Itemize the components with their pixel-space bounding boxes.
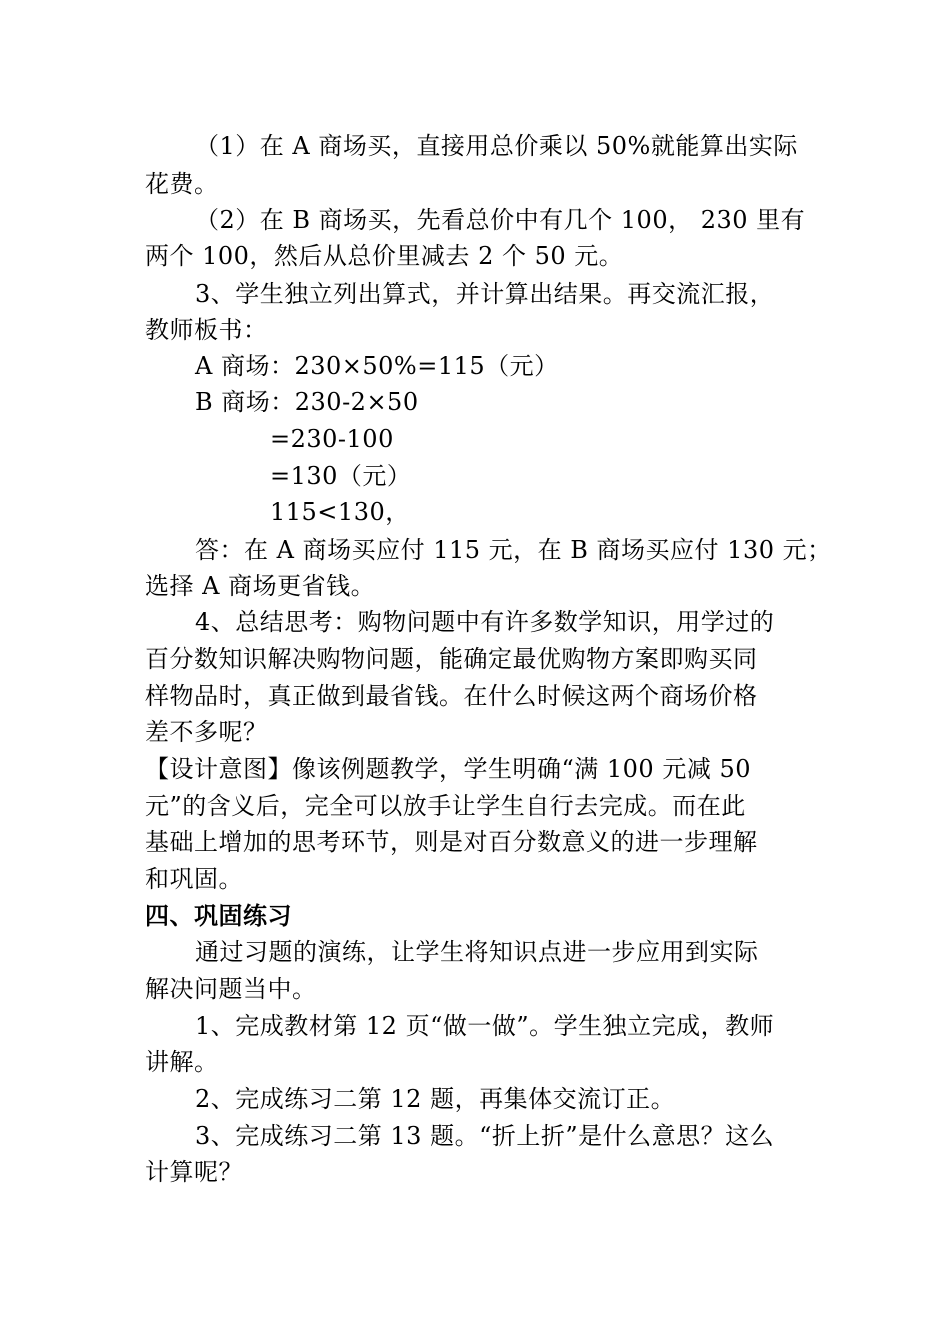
- paragraph-line-26: 讲解。: [145, 1048, 219, 1076]
- formula-line-5: 115<130，: [270, 498, 410, 526]
- section-heading: 四、巩固练习: [145, 901, 292, 930]
- formula-line-4: =130（元）: [270, 462, 412, 490]
- paragraph-line-27: 2、完成练习二第 12 题，再集体交流订正。: [195, 1085, 676, 1113]
- formula-line-1: A 商场：230×50%=115（元）: [195, 352, 559, 380]
- formula-line-3: =230-100: [270, 425, 394, 453]
- paragraph-line-23: 通过习题的演练，让学生将知识点进一步应用到实际: [195, 938, 759, 966]
- paragraph-line-14: 4、总结思考：购物问题中有许多数学知识，用学过的: [195, 608, 775, 636]
- paragraph-line-25: 1、完成教材第 12 页“做一做”。学生独立完成，教师: [195, 1012, 775, 1040]
- paragraph-line-15: 百分数知识解决购物问题，能确定最优购物方案即购买同: [145, 645, 758, 673]
- paragraph-line-6: 教师板书：: [145, 316, 268, 344]
- paragraph-line-5: 3、学生独立列出算式，并计算出结果。再交流汇报，: [195, 280, 775, 308]
- paragraph-line-2: 花费。: [145, 170, 219, 198]
- paragraph-line-24: 解决问题当中。: [145, 975, 317, 1003]
- paragraph-line-28: 3、完成练习二第 13 题。“折上折”是什么意思？这么: [195, 1122, 775, 1150]
- paragraph-line-13: 选择 A 商场更省钱。: [145, 572, 376, 600]
- paragraph-line-17: 差不多呢？: [145, 718, 268, 746]
- formula-line-2: B 商场：230-2×50: [195, 388, 419, 416]
- paragraph-line-4: 两个 100，然后从总价里减去 2 个 50 元。: [145, 242, 624, 270]
- design-intent-line-2: 元”的含义后，完全可以放手让学生自行去完成。而在此: [145, 792, 746, 820]
- design-intent-line-1: 【设计意图】像该例题教学，学生明确“满 100 元减 50: [145, 755, 752, 783]
- paragraph-line-1: （1）在 A 商场买，直接用总价乘以 50%就能算出实际: [195, 132, 798, 160]
- paragraph-line-29: 计算呢？: [145, 1158, 243, 1186]
- paragraph-line-3: （2）在 B 商场买，先看总价中有几个 100， 230 里有: [195, 206, 806, 234]
- design-intent-line-4: 和巩固。: [145, 865, 243, 893]
- design-intent-line-3: 基础上增加的思考环节，则是对百分数意义的进一步理解: [145, 828, 758, 856]
- paragraph-line-12: 答：在 A 商场买应付 115 元，在 B 商场买应付 130 元；: [195, 536, 832, 564]
- paragraph-line-16: 样物品时，真正做到最省钱。在什么时候这两个商场价格: [145, 682, 758, 710]
